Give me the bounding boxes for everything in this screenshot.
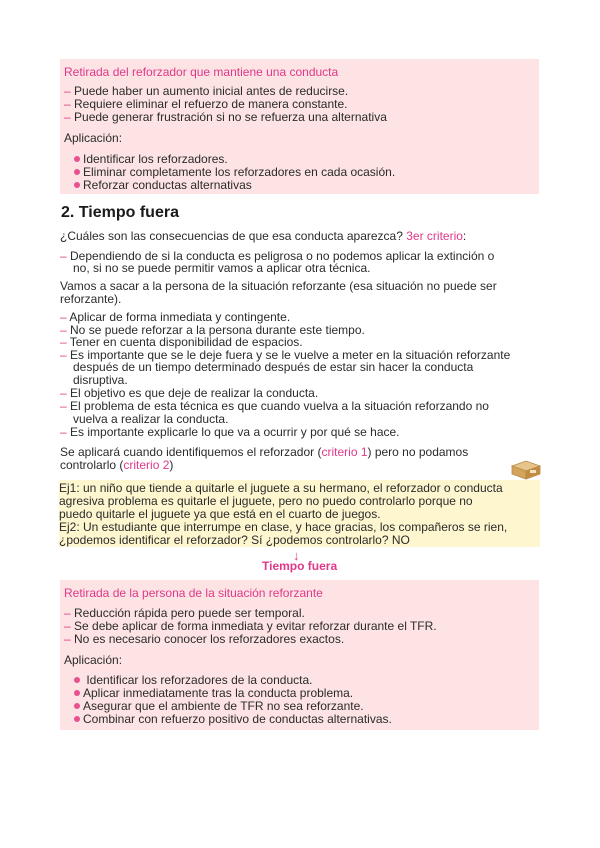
example-line: puedo quitarle el juguete ya que está en el cuarto de juegos. [59, 507, 381, 521]
criterio-link: 3er criterio [406, 229, 463, 243]
tiempo-fuera-label: Tiempo fuera [262, 559, 338, 573]
list-item-cont: no, si no se puede permitir vamos a aplicar otra técnica. [73, 261, 371, 275]
paragraph-line: controlarlo (criterio 2) [60, 458, 174, 472]
list-item: – El problema de esta técnica es que cuando vuelva a la situación reforzando no [60, 399, 489, 413]
bullet-item: Identificar los reforzadores. [74, 153, 228, 166]
bullet-item: Identificar los reforzadores de la conducta. [74, 674, 312, 687]
list-item: – Tener en cuenta disponibilidad de espacios. [60, 335, 303, 349]
list-item: – Es importante que se le deje fuera y se le vuelve a meter en la situación reforzante [60, 348, 511, 362]
bullet-item: Combinar con refuerzo positivo de conductas alternativas. [74, 713, 392, 726]
bullet-item: Eliminar completamente los reforzadores en cada ocasión. [74, 166, 395, 179]
down-arrow-icon: ↓ [293, 548, 300, 563]
list-item: – Puede generar frustración si no se refuerza una alternativa [64, 110, 387, 124]
question-line: ¿Cuáles son las consecuencias de que esa conducta aparezca? 3er criterio: [60, 229, 467, 243]
list-item: – No se puede reforzar a la persona durante este tiempo. [60, 323, 365, 337]
list-item: – Puede haber un aumento inicial antes de reducirse. [64, 84, 349, 98]
list-item-cont: después de un tiempo determinado después de estar sin hacer la conducta [73, 360, 474, 374]
aplicacion-label: Aplicación: [64, 653, 123, 667]
bullet-item: Aplicar inmediatamente tras la conducta problema. [74, 687, 353, 700]
paragraph-line: reforzante). [60, 292, 122, 306]
box-title: Retirada de la persona de la situación reforzante [64, 586, 323, 600]
example-line: ¿podemos identificar el reforzador? Sí ¿podemos controlarlo? NO [59, 533, 410, 547]
box-icon [510, 458, 542, 480]
paragraph-line: Se aplicará cuando identifiquemos el reforzador (criterio 1) pero no podamos [60, 445, 469, 459]
list-item-cont: vuelva a realizar la conducta. [73, 412, 229, 426]
list-item: – Aplicar de forma inmediata y contingente. [60, 310, 291, 324]
list-item: – El objetivo es que deje de realizar la conducta. [60, 386, 319, 400]
box-title: Retirada del reforzador que mantiene una conducta [64, 65, 339, 79]
criterio-1-link: criterio 1 [321, 445, 368, 459]
example-line: Ej2: Un estudiante que interrumpe en clase, y hace gracias, los compañeros se rien, [59, 520, 508, 534]
example-line: agresiva problema es quitarle el juguete, pero no puedo controlarlo porque no [59, 494, 473, 508]
list-item: – Se debe aplicar de forma inmediata y evitar reforzar durante el TFR. [64, 619, 437, 633]
list-item-cont: disruptiva. [73, 373, 128, 387]
bullet-item: Reforzar conductas alternativas [74, 179, 252, 192]
list-item: – No es necesario conocer los reforzadores exactos. [64, 632, 345, 646]
list-item: – Reducción rápida pero puede ser temporal. [64, 606, 305, 620]
example-line: Ej1: un niño que tiende a quitarle el juguete a su hermano, el reforzador o conducta [59, 481, 503, 495]
example-block [59, 480, 540, 547]
section-heading: 2. Tiempo fuera [61, 204, 179, 221]
criterio-2-link: criterio 2 [123, 458, 170, 472]
summary-box-extincion [60, 59, 539, 194]
list-item: – Dependiendo de si la conducta es peligrosa o no podemos aplicar la extinción o [60, 249, 495, 263]
list-item: – Es importante explicarle lo que va a ocurrir y por qué se hace. [60, 425, 400, 439]
summary-box-tiempo-fuera [60, 580, 539, 730]
bullet-item: Asegurar que el ambiente de TFR no sea reforzante. [74, 700, 364, 713]
paragraph-line: Vamos a sacar a la persona de la situación reforzante (esa situación no puede ser [60, 279, 497, 293]
list-item: – Requiere eliminar el refuerzo de manera constante. [64, 97, 348, 111]
aplicacion-label: Aplicación: [64, 131, 123, 145]
